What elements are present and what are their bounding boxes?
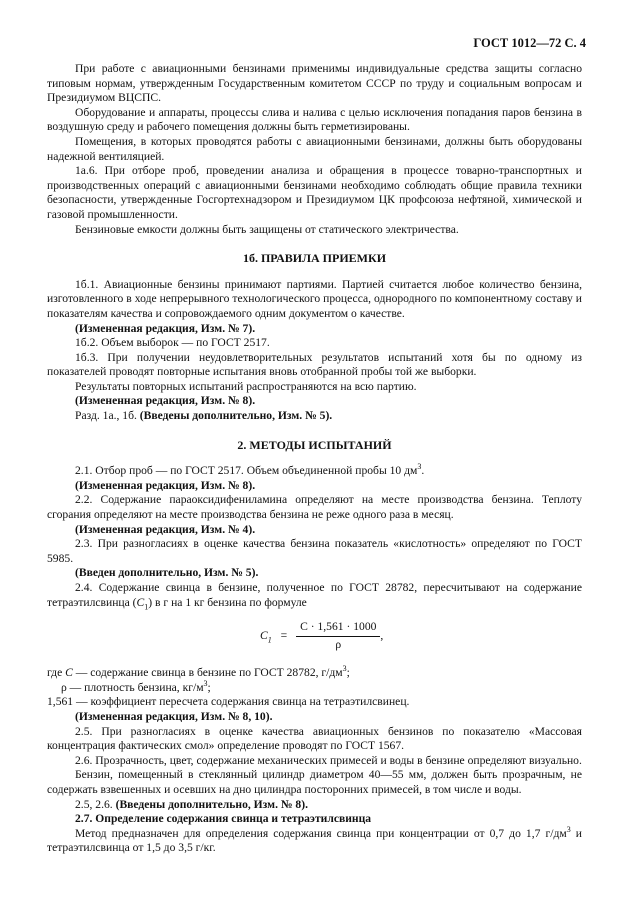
formula-fraction [296,620,380,652]
clause-2-1-text: 2.1. Отбор проб — по ГОСТ 2517. Объем объединенной пробы 10 дм [75,464,418,478]
legend-where: где [47,666,66,680]
legend-rho-text: ρ — плотность бензина, кг/м [61,680,204,694]
sections-note [47,409,582,424]
clause-2-7-text-b: и тетраэтилсвинца от 1,5 до 3,5 г/кг. [47,826,582,855]
clause-2-7 [47,824,582,856]
variable-subscript: 1 [144,601,149,611]
legend-var-c: C [65,666,73,680]
clause-1b3-continued: Результаты повторных испытаний распространяются на всю партию. [75,379,417,393]
formula-lhs [260,629,272,644]
formula-body [260,620,383,652]
amendment-note: (Измененная редакция, Изм. № 8, 10). [75,709,273,723]
amendment-note: (Измененная редакция, Изм. № 4). [75,522,256,536]
legend-c-text: — содержание свинца в бензине по ГОСТ 28782, г/дм [72,666,343,680]
clause-2-4-text-b: ) в г на 1 кг бензина по формуле [148,595,307,609]
formula-denominator: ρ [335,637,342,651]
clause-2-6: 2.6. Прозрачность, цвет, содержание механических примесей и воды в бензине определяют визуально. [75,753,582,767]
sections-note-amendment: (Введены дополнительно, Изм. № 5). [139,409,333,423]
section-heading-test-methods: 2. МЕТОДЫ ИСПЫТАНИЙ [237,437,392,452]
clause-2-1 [47,464,582,479]
unit-superscript: 3 [417,462,422,472]
clause-2-6-continued: Бензин, помещенный в стеклянный цилиндр диаметром 40—55 мм, должен быть прозрачным, не содержать взвешенных и осевших на дно цилиндра посторонних примесей, в том числе и воды. [47,768,582,796]
formula-numerator: C · 1,561 · 1000 [296,620,380,637]
clause-2-5: 2.5. При разногласиях в оценке качества авиационных бензинов по показателю «Массовая концентрация фактических смол» определение проводят по ГОСТ 1567. [47,724,582,753]
intro-paragraph-2: Оборудование и аппараты, процессы слива и налива с целью исключения попадания паров бензина в воздушную среду и рабочего помещения должны быть герметизированы. [47,105,582,134]
legend-rho-end: ; [207,680,211,694]
sections-note-text: Разд. 1а., 1б. [75,409,140,423]
formula-equals: = [280,628,288,642]
amendment-note: (Измененная редакция, Изм. № 7). [75,321,256,335]
clauses-2-5-2-6-note [47,798,582,813]
clauses-note-text: 2.5, 2.6. [75,797,116,811]
clauses-note-amendment: (Введены дополнительно, Изм. № 8). [115,797,308,811]
clause-2-4 [47,581,582,610]
formula-legend-rho [47,678,582,696]
unit-superscript: 3 [566,824,571,834]
formula-lhs-sub: 1 [267,635,272,645]
unit-superscript: 3 [342,664,347,674]
intro-paragraph-5: Бензиновые емкости должны быть защищены от статического электричества. [75,222,459,236]
running-header: ГОСТ 1012—72 С. 4 [473,36,586,50]
formula-tail: , [380,628,384,642]
legend-c-end: ; [346,666,350,680]
clause-2-4-text-a: 2.4. Содержание свинца в бензине, полученное по ГОСТ 28782, пересчитывают на содержание тетраэтилсвинца ( [47,581,582,609]
amendment-note: (Введен дополнительно, Изм. № 5). [75,566,259,580]
formula-lhs-var: C [260,628,268,642]
clause-1b2: 1б.2. Объем выборок — по ГОСТ 2517. [75,336,270,350]
clause-2-7-text-a: Метод предназначен для определения содержания свинца при концентрации от 0,7 до 1,7 г/дм [75,826,567,840]
intro-paragraph-4: 1а.6. При отборе проб, проведении анализа и обращения в процессе товарно-транспортных и производственных операций с авиационными бензинами необходимо соблюдать общие правила техники безопасности, утвержденные Госгортехнадзором и Президиумом ЦК профсоюза нефтяной, химической и газовой промышленности. [47,164,582,221]
section-heading-acceptance: 1б. ПРАВИЛА ПРИЕМКИ [242,251,387,266]
intro-paragraph-3: Помещения, в которых проводятся работы с авиационными бензинами, должны быть оборудованы надежной вентиляцией. [47,134,582,163]
variable-c: C [136,595,145,609]
clause-2-7-title: 2.7. Определение содержания свинца и тетраэтилсвинца [75,812,372,826]
page-content [47,62,582,856]
clause-2-2: 2.2. Содержание параоксидифениламина определяют на месте производства бензина. Теплоту сгорания определяют на месте производства бензина не реже одного раза в месяц. [47,493,582,522]
clause-2-1-end: . [421,464,425,478]
clause-1b1: 1б.1. Авиационные бензины принимают партиями. Партией считается любое количество бензина, изготовленного в ходе непрерывного технологического процесса, однородного по компонентному составу и показателям качества и сопровождаемого одним документом о качестве. [47,277,582,320]
lead-formula [47,620,582,654]
formula-legend-coefficient: 1,561 — коэффициент пересчета содержания свинца на тетраэтилсвинец. [47,695,410,709]
intro-paragraph-1: При работе с авиационными бензинами применимы индивидуальные средства защиты согласно типовым нормам, утвержденным Государственным комитетом СССР по труду и социальным вопросам и Президиумом ВЦСПС. [47,62,582,105]
formula-legend-c [47,666,582,681]
unit-superscript: 3 [203,678,208,688]
clause-2-3: 2.3. При разногласиях в оценке качества бензина показатель «кислотность» определяют по ГОСТ 5985. [47,537,582,565]
amendment-note: (Измененная редакция, Изм. № 8). [75,478,256,492]
amendment-note: (Измененная редакция, Изм. № 8). [75,394,256,408]
clause-1b3: 1б.3. При получении неудовлетворительных результатов испытаний хотя бы по одному из показателей проводят повторные испытания вновь отобранной пробы той же выборки. [47,350,582,379]
